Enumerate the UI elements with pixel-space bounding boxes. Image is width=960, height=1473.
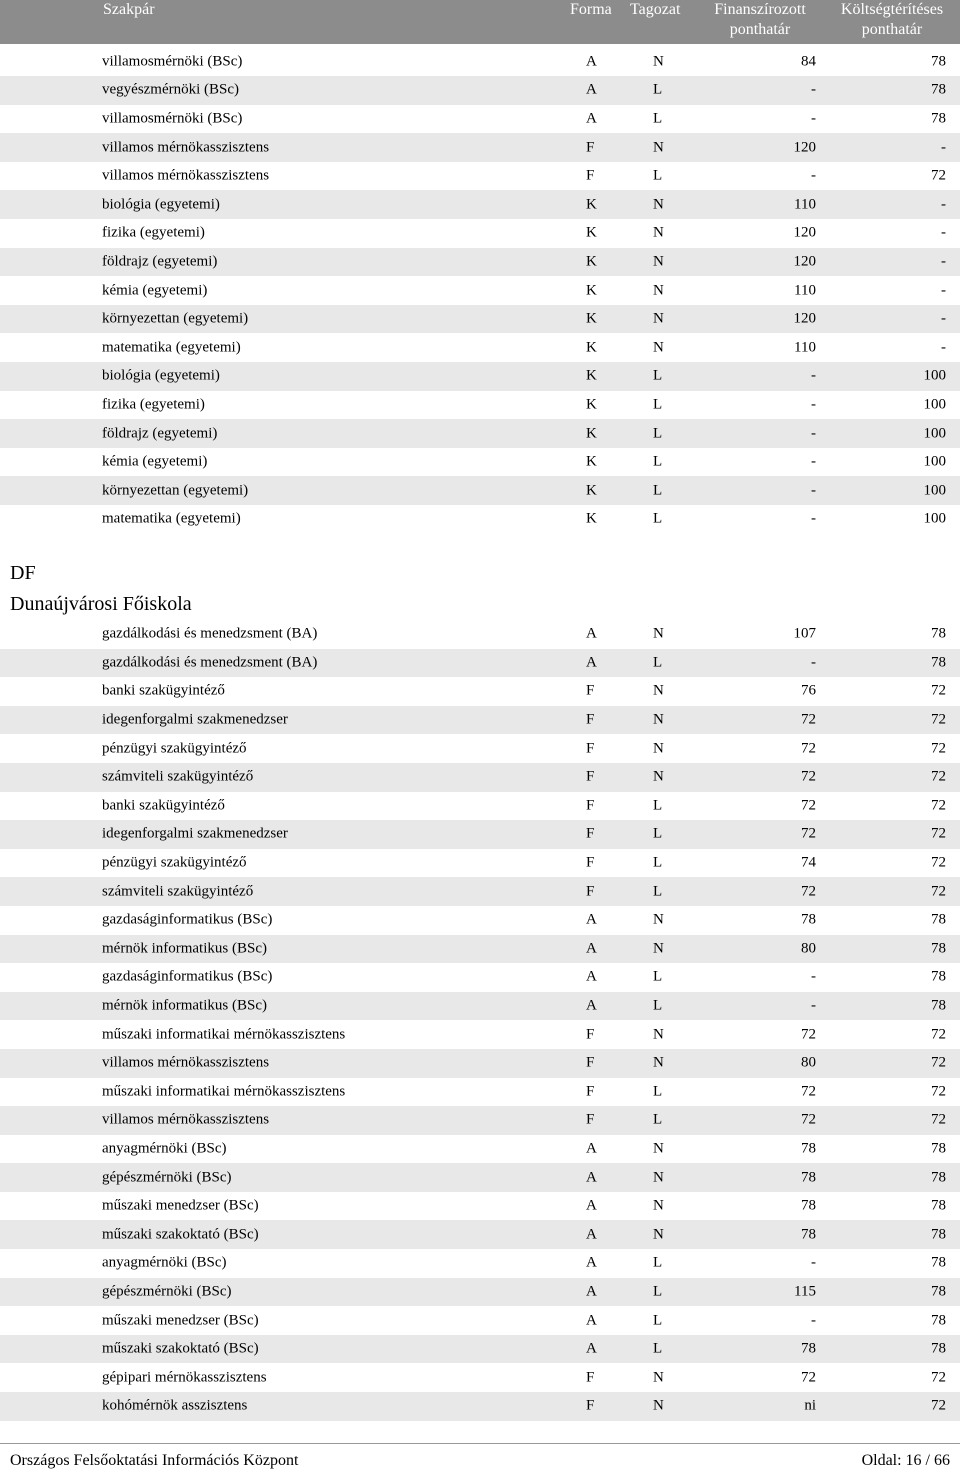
program-finanszirozott: 78 <box>801 1226 816 1243</box>
program-tagozat: N <box>653 224 664 241</box>
table-row <box>0 1192 960 1221</box>
program-finanszirozott: 120 <box>793 224 816 241</box>
program-tagozat: N <box>653 1026 664 1043</box>
table-row <box>0 820 960 849</box>
program-tagozat: L <box>653 1312 663 1329</box>
program-koltsegteriteses: 78 <box>931 940 946 957</box>
program-forma: F <box>586 740 595 757</box>
program-koltsegteriteses: 78 <box>931 1340 946 1357</box>
program-finanszirozott: 72 <box>801 1369 816 1386</box>
header-koltsegteriteses: Költségtérítéses ponthatár <box>840 1 944 38</box>
program-forma: A <box>586 1312 597 1329</box>
program-forma: F <box>586 854 595 871</box>
program-table-section-1 <box>0 48 960 534</box>
program-forma: A <box>586 968 597 985</box>
program-name: gazdaságinformatikus (BSc) <box>102 911 273 928</box>
program-name: villamos mérnökasszisztens <box>102 1111 270 1128</box>
program-finanszirozott: 107 <box>793 625 816 642</box>
program-forma: K <box>586 396 597 413</box>
table-row <box>0 963 960 992</box>
program-koltsegteriteses: 72 <box>931 1111 946 1128</box>
program-tagozat: N <box>653 1140 664 1157</box>
program-forma: K <box>586 453 597 470</box>
program-tagozat: L <box>653 110 663 127</box>
program-koltsegteriteses: - <box>941 339 946 356</box>
program-name: fizika (egyetemi) <box>102 224 205 241</box>
table-row <box>0 190 960 219</box>
program-finanszirozott: 78 <box>801 911 816 928</box>
program-tagozat: L <box>653 825 663 842</box>
program-tagozat: L <box>653 367 663 384</box>
program-koltsegteriteses: 72 <box>931 1054 946 1071</box>
program-forma: A <box>586 1226 597 1243</box>
program-tagozat: L <box>653 654 663 671</box>
table-row <box>0 333 960 362</box>
table-row <box>0 649 960 678</box>
program-tagozat: L <box>653 997 663 1014</box>
program-koltsegteriteses: 100 <box>923 396 946 413</box>
table-row <box>0 1335 960 1364</box>
program-koltsegteriteses: - <box>941 196 946 213</box>
program-tagozat: N <box>653 196 664 213</box>
program-tagozat: N <box>653 1397 664 1414</box>
program-forma: K <box>586 339 597 356</box>
program-forma: F <box>586 1111 595 1128</box>
program-koltsegteriteses: 78 <box>931 911 946 928</box>
program-koltsegteriteses: 72 <box>931 1026 946 1043</box>
program-name: villamos mérnökasszisztens <box>102 1054 270 1071</box>
program-koltsegteriteses: 100 <box>923 510 946 527</box>
program-koltsegteriteses: 72 <box>931 883 946 900</box>
program-forma: F <box>586 883 595 900</box>
program-forma: F <box>586 711 595 728</box>
program-finanszirozott: 120 <box>793 253 816 270</box>
table-row <box>0 1163 960 1192</box>
program-tagozat: L <box>653 453 663 470</box>
table-row <box>0 734 960 763</box>
table-row <box>0 906 960 935</box>
program-finanszirozott: 78 <box>801 1340 816 1357</box>
program-forma: F <box>586 167 595 184</box>
program-finanszirozott: 72 <box>801 740 816 757</box>
table-header <box>0 0 960 44</box>
program-tagozat: N <box>653 339 664 356</box>
table-row <box>0 48 960 77</box>
program-name: műszaki szakoktató (BSc) <box>102 1226 259 1243</box>
program-forma: A <box>586 940 597 957</box>
program-forma: F <box>586 1054 595 1071</box>
program-forma: K <box>586 425 597 442</box>
program-tagozat: L <box>653 1254 663 1271</box>
program-koltsegteriteses: 72 <box>931 768 946 785</box>
table-row <box>0 792 960 821</box>
program-koltsegteriteses: 72 <box>931 711 946 728</box>
program-name: műszaki menedzser (BSc) <box>102 1312 259 1329</box>
program-forma: A <box>586 625 597 642</box>
program-name: földrajz (egyetemi) <box>102 425 218 442</box>
table-row <box>0 1278 960 1307</box>
program-koltsegteriteses: 72 <box>931 1397 946 1414</box>
program-koltsegteriteses: 72 <box>931 682 946 699</box>
program-finanszirozott: 72 <box>801 768 816 785</box>
program-finanszirozott: 80 <box>801 940 816 957</box>
program-finanszirozott: 80 <box>801 1054 816 1071</box>
program-name: gépészmérnöki (BSc) <box>102 1169 232 1186</box>
program-finanszirozott: 72 <box>801 825 816 842</box>
program-name: idegenforgalmi szakmenedzser <box>102 711 288 728</box>
program-forma: K <box>586 310 597 327</box>
program-name: matematika (egyetemi) <box>102 510 241 527</box>
program-tagozat: L <box>653 425 663 442</box>
program-forma: K <box>586 253 597 270</box>
program-finanszirozott: 115 <box>794 1283 816 1300</box>
footer-divider <box>0 1443 960 1444</box>
program-koltsegteriteses: - <box>941 310 946 327</box>
program-finanszirozott: 72 <box>801 797 816 814</box>
program-finanszirozott: 72 <box>801 711 816 728</box>
header-tagozat: Tagozat <box>630 1 681 18</box>
program-name: számviteli szakügyintéző <box>102 883 254 900</box>
program-finanszirozott: - <box>811 510 816 527</box>
table-row <box>0 133 960 162</box>
program-name: banki szakügyintéző <box>102 797 225 814</box>
program-forma: A <box>586 654 597 671</box>
program-forma: A <box>586 1254 597 1271</box>
program-koltsegteriteses: 72 <box>931 1083 946 1100</box>
program-table-section-2 <box>0 620 960 1421</box>
program-finanszirozott: 72 <box>801 883 816 900</box>
table-row <box>0 476 960 505</box>
program-name: földrajz (egyetemi) <box>102 253 218 270</box>
program-finanszirozott: - <box>811 453 816 470</box>
program-tagozat: L <box>653 482 663 499</box>
program-finanszirozott: 84 <box>801 53 816 70</box>
program-koltsegteriteses: 72 <box>931 740 946 757</box>
program-forma: A <box>586 1169 597 1186</box>
program-forma: A <box>586 53 597 70</box>
program-name: villamos mérnökasszisztens <box>102 139 270 156</box>
program-tagozat: N <box>653 682 664 699</box>
table-row <box>0 849 960 878</box>
program-koltsegteriteses: 78 <box>931 625 946 642</box>
program-forma: K <box>586 367 597 384</box>
table-row <box>0 1078 960 1107</box>
program-finanszirozott: 78 <box>801 1169 816 1186</box>
program-tagozat: L <box>653 1340 663 1357</box>
program-name: számviteli szakügyintéző <box>102 768 254 785</box>
program-forma: A <box>586 1140 597 1157</box>
program-koltsegteriteses: 72 <box>931 854 946 871</box>
program-koltsegteriteses: 78 <box>931 1140 946 1157</box>
program-forma: F <box>586 1026 595 1043</box>
program-name: gépészmérnöki (BSc) <box>102 1283 232 1300</box>
table-row <box>0 219 960 248</box>
program-name: műszaki informatikai mérnökasszisztens <box>102 1083 346 1100</box>
program-forma: F <box>586 825 595 842</box>
program-name: műszaki menedzser (BSc) <box>102 1197 259 1214</box>
program-finanszirozott: 78 <box>801 1140 816 1157</box>
program-forma: A <box>586 81 597 98</box>
program-forma: F <box>586 1369 595 1386</box>
table-row <box>0 505 960 534</box>
program-koltsegteriteses: - <box>941 139 946 156</box>
program-name: mérnök informatikus (BSc) <box>102 940 267 957</box>
program-name: műszaki informatikai mérnökasszisztens <box>102 1026 346 1043</box>
table-row <box>0 763 960 792</box>
program-forma: F <box>586 1397 595 1414</box>
table-row <box>0 877 960 906</box>
program-name: idegenforgalmi szakmenedzser <box>102 825 288 842</box>
program-koltsegteriteses: 78 <box>931 53 946 70</box>
program-koltsegteriteses: - <box>941 282 946 299</box>
program-finanszirozott: 120 <box>793 139 816 156</box>
program-tagozat: N <box>653 253 664 270</box>
table-row <box>0 1249 960 1278</box>
program-name: anyagmérnöki (BSc) <box>102 1140 227 1157</box>
program-tagozat: N <box>653 139 664 156</box>
program-finanszirozott: 72 <box>801 1026 816 1043</box>
program-tagozat: N <box>653 768 664 785</box>
table-row <box>0 391 960 420</box>
program-tagozat: N <box>653 1226 664 1243</box>
table-row <box>0 1220 960 1249</box>
program-koltsegteriteses: - <box>941 253 946 270</box>
program-name: biológia (egyetemi) <box>102 196 220 213</box>
program-finanszirozott: ni <box>804 1397 816 1414</box>
header-szakpar: Szakpár <box>103 1 155 18</box>
program-name: villamos mérnökasszisztens <box>102 167 270 184</box>
program-finanszirozott: - <box>811 1254 816 1271</box>
table-row <box>0 362 960 391</box>
program-name: kohómérnök asszisztens <box>102 1397 248 1414</box>
program-koltsegteriteses: 78 <box>931 1169 946 1186</box>
program-koltsegteriteses: 78 <box>931 110 946 127</box>
program-name: fizika (egyetemi) <box>102 396 205 413</box>
table-row <box>0 305 960 334</box>
program-tagozat: N <box>653 282 664 299</box>
program-tagozat: L <box>653 396 663 413</box>
program-name: villamosmérnöki (BSc) <box>102 53 243 70</box>
program-finanszirozott: - <box>811 968 816 985</box>
table-row <box>0 1135 960 1164</box>
program-tagozat: L <box>653 883 663 900</box>
header-finanszirozott: Finanszírozott ponthatár <box>714 1 806 38</box>
program-name: környezettan (egyetemi) <box>102 310 249 327</box>
table-row <box>0 1306 960 1335</box>
program-name: anyagmérnöki (BSc) <box>102 1254 227 1271</box>
program-finanszirozott: - <box>811 482 816 499</box>
program-name: gazdaságinformatikus (BSc) <box>102 968 273 985</box>
program-tagozat: N <box>653 1169 664 1186</box>
program-finanszirozott: 78 <box>801 1197 816 1214</box>
program-finanszirozott: - <box>811 367 816 384</box>
program-forma: A <box>586 1340 597 1357</box>
program-name: biológia (egyetemi) <box>102 367 220 384</box>
program-finanszirozott: - <box>811 110 816 127</box>
program-koltsegteriteses: 78 <box>931 1226 946 1243</box>
program-finanszirozott: - <box>811 1312 816 1329</box>
program-finanszirozott: - <box>811 997 816 1014</box>
program-finanszirozott: 110 <box>794 282 816 299</box>
program-finanszirozott: - <box>811 167 816 184</box>
program-finanszirozott: - <box>811 654 816 671</box>
program-koltsegteriteses: 100 <box>923 482 946 499</box>
program-tagozat: L <box>653 81 663 98</box>
program-koltsegteriteses: 78 <box>931 1283 946 1300</box>
program-tagozat: N <box>653 940 664 957</box>
program-tagozat: N <box>653 1054 664 1071</box>
program-forma: F <box>586 682 595 699</box>
program-koltsegteriteses: 100 <box>923 453 946 470</box>
program-name: műszaki szakoktató (BSc) <box>102 1340 259 1357</box>
program-koltsegteriteses: 78 <box>931 997 946 1014</box>
program-koltsegteriteses: 100 <box>923 367 946 384</box>
table-row <box>0 276 960 305</box>
program-tagozat: N <box>653 1197 664 1214</box>
table-row <box>0 76 960 105</box>
table-row <box>0 1392 960 1421</box>
program-forma: K <box>586 224 597 241</box>
program-forma: A <box>586 911 597 928</box>
program-tagozat: N <box>653 911 664 928</box>
program-name: vegyészmérnöki (BSc) <box>102 81 240 98</box>
program-forma: A <box>586 1197 597 1214</box>
program-finanszirozott: 72 <box>801 1111 816 1128</box>
program-name: pénzügyi szakügyintéző <box>102 740 247 757</box>
program-finanszirozott: - <box>811 81 816 98</box>
program-name: mérnök informatikus (BSc) <box>102 997 267 1014</box>
program-finanszirozott: - <box>811 396 816 413</box>
program-koltsegteriteses: 78 <box>931 968 946 985</box>
program-finanszirozott: 76 <box>801 682 816 699</box>
table-row <box>0 1106 960 1135</box>
program-tagozat: L <box>653 167 663 184</box>
table-row <box>0 105 960 134</box>
program-name: banki szakügyintéző <box>102 682 225 699</box>
table-row <box>0 1049 960 1078</box>
program-koltsegteriteses: 78 <box>931 1312 946 1329</box>
program-tagozat: N <box>653 625 664 642</box>
program-name: gépipari mérnökasszisztens <box>102 1369 267 1386</box>
program-forma: A <box>586 110 597 127</box>
program-tagozat: L <box>653 1283 663 1300</box>
table-row <box>0 248 960 277</box>
program-koltsegteriteses: 78 <box>931 1254 946 1271</box>
program-tagozat: N <box>653 310 664 327</box>
program-finanszirozott: - <box>811 425 816 442</box>
program-tagozat: N <box>653 740 664 757</box>
institution-name: Dunaújvárosi Főiskola <box>10 593 192 615</box>
program-finanszirozott: 110 <box>794 196 816 213</box>
table-row <box>0 620 960 649</box>
program-name: kémia (egyetemi) <box>102 453 208 470</box>
program-forma: F <box>586 797 595 814</box>
header-forma: Forma <box>570 1 612 18</box>
footer-organization: Országos Felsőoktatási Információs Központ <box>10 1452 299 1469</box>
program-tagozat: L <box>653 510 663 527</box>
program-forma: K <box>586 482 597 499</box>
program-tagozat: L <box>653 1083 663 1100</box>
table-row <box>0 162 960 191</box>
program-forma: F <box>586 1083 595 1100</box>
program-name: pénzügyi szakügyintéző <box>102 854 247 871</box>
program-tagozat: N <box>653 1369 664 1386</box>
program-forma: K <box>586 282 597 299</box>
table-row <box>0 419 960 448</box>
program-koltsegteriteses: 72 <box>931 797 946 814</box>
program-forma: F <box>586 139 595 156</box>
program-forma: A <box>586 997 597 1014</box>
table-row <box>0 992 960 1021</box>
program-tagozat: L <box>653 1111 663 1128</box>
table-row <box>0 706 960 735</box>
program-forma: F <box>586 768 595 785</box>
program-finanszirozott: 72 <box>801 1083 816 1100</box>
program-koltsegteriteses: - <box>941 224 946 241</box>
table-row <box>0 1363 960 1392</box>
program-finanszirozott: 120 <box>793 310 816 327</box>
program-finanszirozott: 110 <box>794 339 816 356</box>
program-tagozat: L <box>653 854 663 871</box>
program-forma: K <box>586 510 597 527</box>
table-row <box>0 448 960 477</box>
institution-code: DF <box>10 562 36 584</box>
program-name: matematika (egyetemi) <box>102 339 241 356</box>
program-forma: A <box>586 1283 597 1300</box>
program-koltsegteriteses: 100 <box>923 425 946 442</box>
program-tagozat: L <box>653 797 663 814</box>
program-koltsegteriteses: 72 <box>931 1369 946 1386</box>
table-row <box>0 1020 960 1049</box>
program-tagozat: N <box>653 711 664 728</box>
program-name: gazdálkodási és menedzsment (BA) <box>102 625 318 642</box>
program-tagozat: N <box>653 53 664 70</box>
program-forma: K <box>586 196 597 213</box>
table-row <box>0 935 960 964</box>
program-koltsegteriteses: 78 <box>931 81 946 98</box>
program-koltsegteriteses: 72 <box>931 825 946 842</box>
program-name: villamosmérnöki (BSc) <box>102 110 243 127</box>
program-koltsegteriteses: 72 <box>931 167 946 184</box>
program-koltsegteriteses: 78 <box>931 654 946 671</box>
footer-page-number: Oldal: 16 / 66 <box>861 1452 950 1469</box>
program-finanszirozott: 74 <box>801 854 816 871</box>
program-tagozat: L <box>653 968 663 985</box>
program-name: kémia (egyetemi) <box>102 282 208 299</box>
program-name: környezettan (egyetemi) <box>102 482 249 499</box>
program-name: gazdálkodási és menedzsment (BA) <box>102 654 318 671</box>
program-koltsegteriteses: 78 <box>931 1197 946 1214</box>
table-row <box>0 677 960 706</box>
